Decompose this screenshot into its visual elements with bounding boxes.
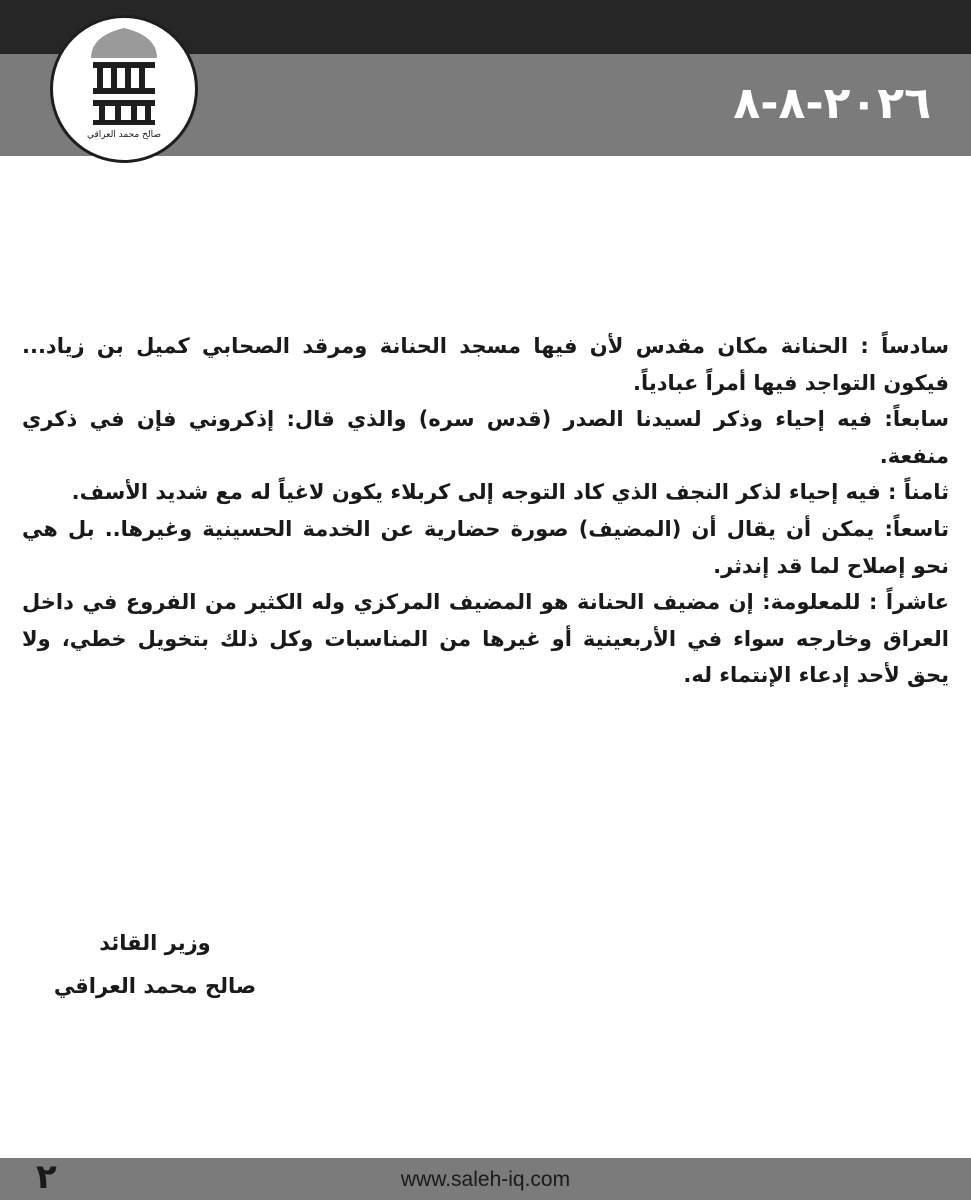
signature [40, 922, 270, 1008]
logo [50, 15, 198, 163]
logo-caption: صالح محمد العراقي [86, 130, 162, 140]
page-number: ٢ [36, 1157, 57, 1197]
date: ٢٠٢٦-٨-٨ [733, 78, 931, 129]
signature-name: صالح محمد العراقي [53, 974, 257, 998]
paragraph-tenth: عاشراً : للمعلومة: إن مضيف الحنانة هو المضيف المركزي وله الكثير من الفروع في داخل العراق وخارجه سواء في الأربعينية أو غيرها من المناسبات وكل ذلك بتخويل خطي، ولا يحق لأحد إدعاء الإنتماء له. [22, 590, 949, 688]
paragraph-sixth: سادساً : الحنانة مكان مقدس لأن فيها مسجد الحنانة ومرقد الصحابي كميل بن زياد... فيكون التواجد فيها أمراً عبادياً. [22, 334, 949, 395]
signature-title: وزير القائد [99, 931, 211, 955]
letter-body [22, 328, 949, 694]
paragraph-eighth: ثامناً : فيه إحياء لذكر النجف الذي كاد التوجه إلى كربلاء يكون لاغياً له مع شديد الأسف. [71, 480, 949, 505]
paragraph-ninth: تاسعاً: يمكن أن يقال أن (المضيف) صورة حضارية عن الخدمة الحسينية وغيرها.. بل هي نحو إصلاح لما قد إندثر. [22, 516, 949, 578]
website-link[interactable]: www.saleh-iq.com [400, 1168, 571, 1191]
paragraph-seventh: سابعاً: فيه إحياء وذكر لسيدنا الصدر (قدس سره) والذي قال: إذكروني فإن في ذكري منفعة. [22, 407, 949, 468]
